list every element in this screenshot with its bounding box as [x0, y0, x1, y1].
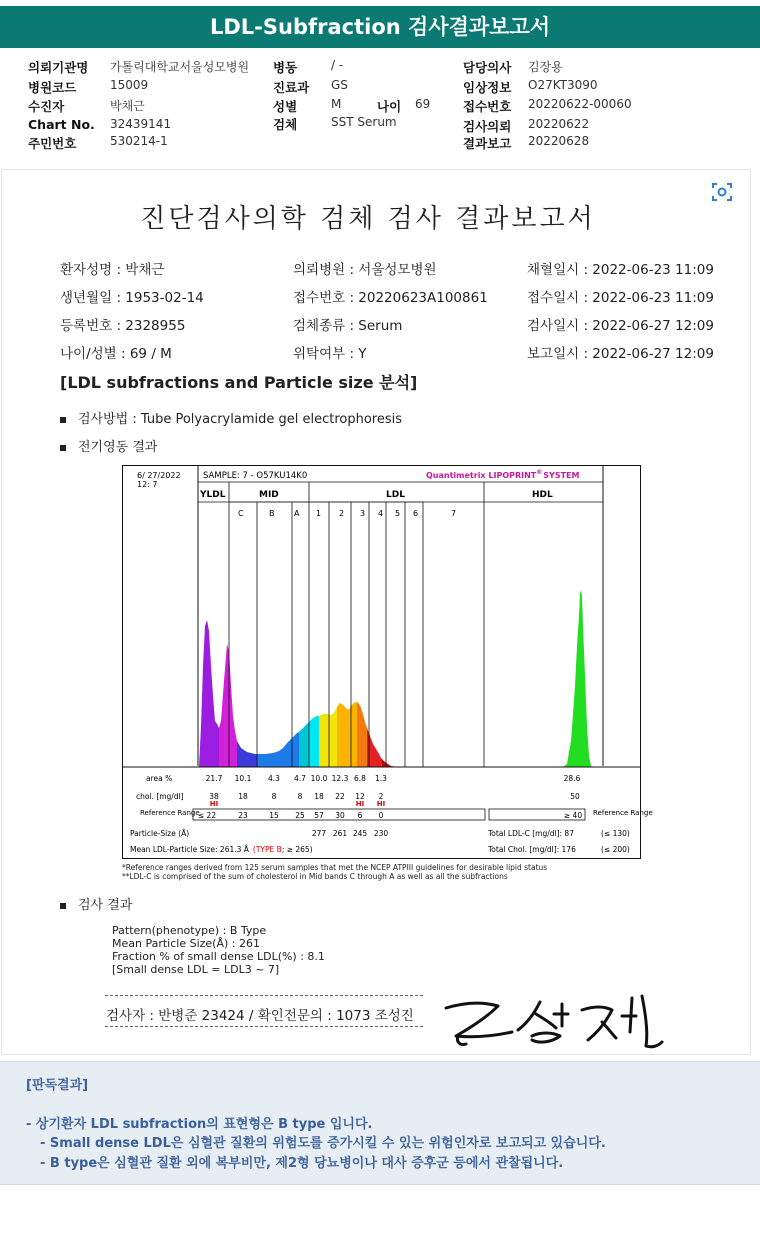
patient-name: 환자성명 : 박채근: [60, 262, 165, 278]
clinical-label: 임상정보: [463, 80, 512, 95]
total-cholesterol: Total Chol. [mg/dl]: 176: [488, 845, 576, 854]
sex-value: M: [331, 97, 342, 111]
section-title: [LDL subfractions and Particle size 분석]: [60, 373, 418, 392]
ref-mid-a: 25: [295, 811, 305, 820]
ref-mid-b: 15: [269, 811, 279, 820]
report-label: 결과보고: [463, 136, 512, 151]
area-label: area %: [146, 774, 173, 783]
report-value: 20220628: [528, 134, 590, 148]
signature-line-bottom: [105, 1026, 423, 1027]
birth-date: 생년월일 : 1953-02-14: [60, 290, 204, 306]
age-label: 나이: [377, 99, 402, 114]
band-label-5: 5: [395, 509, 401, 518]
band-label-2: 2: [339, 509, 345, 518]
chol-ldl-2: 22: [335, 792, 345, 801]
curve-ldl-1b: [309, 716, 319, 767]
ward-value: / -: [331, 58, 344, 72]
chart-brand: [426, 469, 580, 480]
particle-size-2: 261: [332, 829, 348, 838]
band-label-7: 7: [451, 509, 457, 518]
ref-ldl-3: 6: [357, 811, 363, 820]
band-label-1: 1: [316, 509, 322, 518]
area-mid-b: 4.3: [268, 774, 280, 783]
requisition-info: [0, 52, 760, 156]
dept-label: 진료과: [273, 80, 310, 95]
mean-particle-size-text: Mean LDL-Particle Size: 261.3 Å: [130, 845, 249, 854]
area-ldl-3: 6.8: [354, 774, 366, 783]
footnote-2: **LDL-C is comprised of the sum of cholesterol in Mid bands C through A as well as all the subfractions: [122, 872, 508, 881]
total-ldl-c-ref: (≤ 130): [601, 829, 630, 838]
curve-ldl-2: [319, 707, 337, 767]
result-small-dense-definition: [Small dense LDL = LDL3 ~ 7]: [112, 963, 280, 976]
document-title: 진단검사의학 검체 검사 결과보고서: [140, 204, 596, 234]
area-mid-c: 10.1: [234, 774, 252, 783]
curve-mid-a: [257, 732, 299, 767]
chart-brand-name: Quantimetrix LIPOPRINT: [426, 471, 537, 480]
chart-brand-suffix: SYSTEM: [543, 471, 580, 480]
specimen-type: 검체종류 : Serum: [293, 318, 403, 334]
chol-ldl-1: 18: [314, 792, 324, 801]
age-sex: 나이/성별 : 69 / M: [60, 346, 172, 362]
ward-label: 병동: [273, 60, 298, 75]
chart-no-label: Chart No.: [28, 117, 95, 132]
mean-type-suffix: ; ≥ 265): [281, 845, 313, 854]
group-label-hdl: HDL: [532, 490, 553, 500]
curve-vldl: [199, 620, 219, 767]
age-value: 69: [415, 97, 431, 111]
area-hdl: 28.6: [563, 774, 581, 783]
chol-ldl-4: 2: [378, 792, 384, 801]
chol-ldl-3: 12: [355, 792, 365, 801]
patient-value: 박채근: [110, 99, 145, 113]
interpretation-line-2: - Small dense LDL은 심혈관 질환의 위험도를 증가시킬 수 있는 위험인자로 보고되고 있습니다.: [40, 1136, 606, 1151]
interpretation-line-1: - 상기환자 LDL subfraction의 표현형은 B type 입니다.: [26, 1117, 373, 1132]
curve-hdl: [563, 590, 593, 767]
particle-size-3: 245: [352, 829, 368, 838]
curve-ldl-4: [357, 702, 367, 767]
particle-size-label: Particle-Size (Å): [130, 829, 190, 838]
request-value: 20220622: [528, 117, 590, 131]
handwritten-signature: [436, 992, 666, 1054]
chol-mid-c: 18: [238, 792, 248, 801]
resident-label: 주민번호: [28, 136, 77, 151]
collection-time: 채혈일시 : 2022-06-23 11:09: [527, 262, 714, 278]
band-label-c: C: [238, 509, 244, 518]
ref-ldl-2: 30: [335, 811, 345, 820]
curve-mid-c: [219, 644, 237, 767]
specimen-label: 검체: [273, 117, 298, 132]
total-ldl-c: Total LDL-C [mg/dl]: 87: [488, 829, 574, 838]
interpretation-line-3: - B type은 심혈관 질환 외에 복부비만, 제2형 당뇨병이나 대사 증후군 등에서 관찰됩니다.: [40, 1156, 564, 1171]
method-bullet: [60, 408, 402, 427]
chart-sample: SAMPLE: 7 - O57KU14K0: [203, 471, 308, 481]
area-ldl-1: 10.0: [310, 774, 328, 783]
ref-ldl-1: 57: [314, 811, 324, 820]
accession-number: 접수번호 : 20220623A100861: [293, 290, 488, 306]
chol-vldl: 38: [209, 792, 219, 801]
particle-size-1: 277: [311, 829, 327, 838]
electrophoresis-text: 전기영동 결과: [78, 440, 158, 455]
report-header-title: LDL-Subfraction 검사결과보고서: [0, 6, 760, 48]
receipt-label: 접수번호: [463, 99, 512, 114]
chart-no-value: 32439141: [110, 117, 172, 131]
doctor-label: 담당의사: [463, 60, 512, 75]
patient-label: 수진자: [28, 99, 65, 114]
group-label-ldl: LDL: [386, 490, 405, 500]
resident-value: 530214-1: [110, 134, 168, 148]
interpretation-panel: [0, 1061, 760, 1185]
result-bullet: [60, 894, 132, 913]
interpretation-title: [판독결과]: [26, 1078, 89, 1093]
hi-flag-vldl: HI: [209, 800, 219, 808]
hospital-code-label: 병원코드: [28, 80, 77, 95]
hospital-code-value: 15009: [110, 78, 149, 92]
signer-info: 검사자 : 반병준 23424 / 확인전문의 : 1073 조성진: [106, 1008, 414, 1024]
curve-mid-b: [237, 741, 257, 767]
result-small-dense-fraction: Fraction % of small dense LDL(%) : 8.1: [112, 950, 325, 963]
chart-brand-reg: ®: [536, 469, 543, 476]
result-mean-size: Mean Particle Size(Å) : 261: [112, 937, 260, 950]
electrophoresis-chart: [122, 465, 653, 859]
ref-label-right: Reference Range: [593, 809, 653, 817]
referring-hospital: 의뢰병원 : 서울성모병원: [293, 262, 437, 278]
group-label-vldl: YLDL: [200, 490, 226, 500]
ref-vldl: ≤ 22: [197, 811, 217, 820]
area-ldl-2: 12.3: [331, 774, 349, 783]
dept-value: GS: [331, 78, 348, 92]
registration-number: 등록번호 : 2328955: [60, 318, 186, 334]
curve-ldl-6: [381, 758, 398, 767]
result-pattern: Pattern(phenotype) : B Type: [112, 924, 267, 937]
electrophoresis-bullet: [60, 436, 157, 455]
outsourced-flag: 위탁여부 : Y: [293, 346, 367, 362]
receipt-value: 20220622-00060: [528, 97, 632, 111]
band-label-4: 4: [378, 509, 384, 518]
chol-hdl: 50: [570, 792, 580, 801]
institution-value: 가톨릭대학교서울성모병원: [110, 60, 250, 74]
footnote-1: *Reference ranges derived from 125 serum samples that met the NCEP ATPIII guidelines for desirable lipid status: [122, 863, 548, 872]
report-time: 보고일시 : 2022-06-27 12:09: [527, 346, 714, 362]
curve-ldl-3: [337, 702, 357, 767]
area-mid-a: 4.7: [294, 774, 306, 783]
specimen-value: SST Serum: [331, 115, 397, 129]
ref-mid-c: 23: [238, 811, 248, 820]
group-label-mid: MID: [259, 490, 279, 500]
method-text: 검사방법 : Tube Polyacrylamide gel electrophoresis: [78, 412, 403, 427]
hi-flag-ldl-3: HI: [355, 800, 365, 808]
request-label: 검사의뢰: [463, 119, 512, 134]
band-label-3: 3: [360, 509, 366, 518]
sex-label: 성별: [273, 99, 298, 114]
area-vldl: 21.7: [205, 774, 223, 783]
total-cholesterol-ref: (≤ 200): [601, 845, 630, 854]
ref-label-left: [140, 809, 200, 817]
result-heading: 검사 결과: [78, 898, 133, 913]
doctor-value: 김장용: [528, 60, 563, 74]
signature-line-top: [105, 995, 423, 996]
band-label-6: 6: [413, 509, 419, 518]
band-label-b: B: [269, 509, 275, 518]
hi-flag-ldl-4: HI: [376, 800, 386, 808]
band-label-a: A: [294, 509, 300, 518]
area-ldl-4: 1.3: [375, 774, 387, 783]
chol-mid-b: 8: [271, 792, 277, 801]
ref-ldl-4: 0: [378, 811, 384, 820]
ref-label-left-text: Reference Range: [140, 809, 200, 817]
particle-size-4: 230: [373, 829, 389, 838]
mean-particle-size: [130, 845, 313, 854]
curve-ldl-1: [299, 722, 309, 767]
receipt-time: 접수일시 : 2022-06-23 11:09: [527, 290, 714, 306]
chol-label: chol. [mg/dl]: [136, 792, 184, 801]
mean-type: (TYPE B: [252, 845, 282, 854]
test-time: 검사일시 : 2022-06-27 12:09: [527, 318, 714, 334]
chart-date: 6/ 27/2022: [137, 471, 181, 480]
institution-label: 의뢰기관명: [28, 60, 89, 75]
chol-mid-a: 8: [297, 792, 303, 801]
clinical-value: O27KT3090: [528, 78, 598, 92]
chart-time: 12: 7: [137, 480, 158, 489]
ref-hdl: ≥ 40: [563, 811, 583, 820]
chart-svg: [123, 466, 653, 858]
